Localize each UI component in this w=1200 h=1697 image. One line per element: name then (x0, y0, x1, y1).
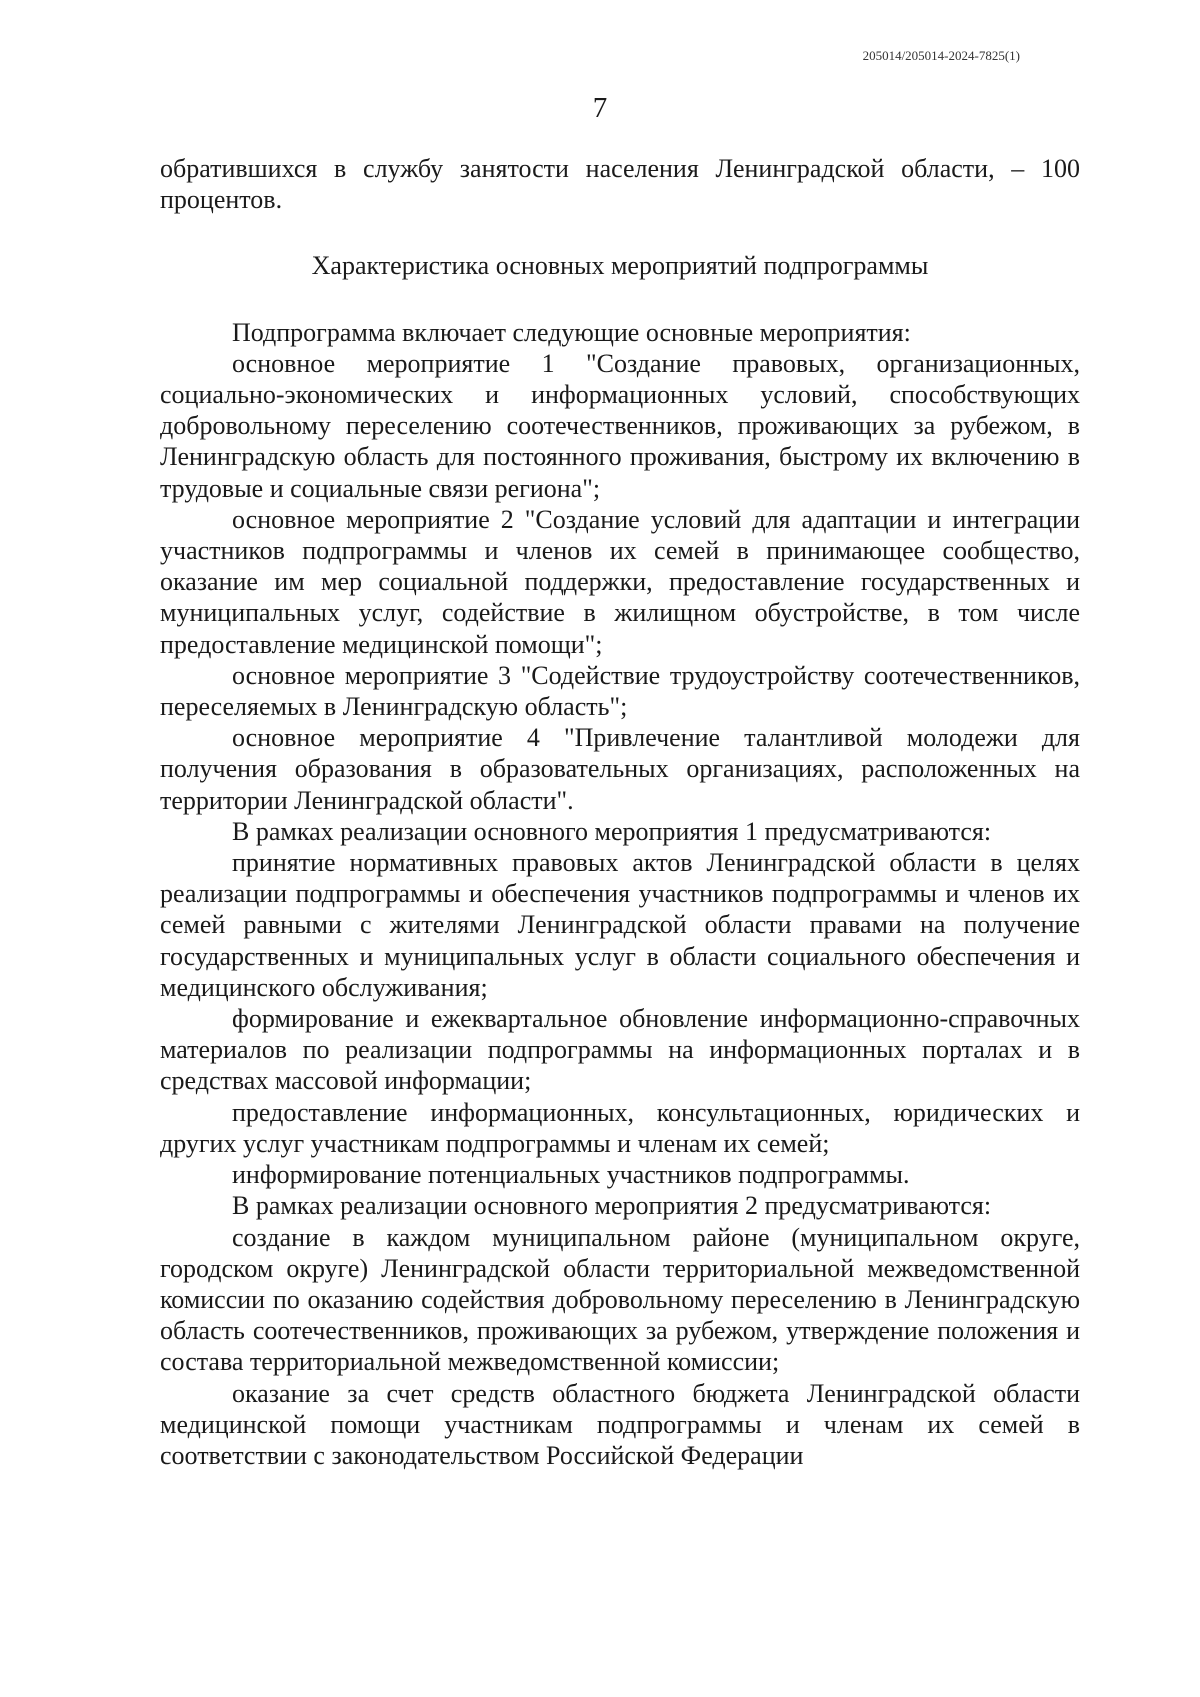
paragraph: принятие нормативных правовых актов Ленинградской области в целях реализации подпрограммы и обеспечения участников подпрограммы и членов их семей равными с жителями Ленинградской области правами на получение государственных и муниципальных услуг в области социального обеспечения и медицинского обслуживания; (160, 848, 1080, 1002)
paragraph: Подпрограмма включает следующие основные мероприятия: (232, 317, 911, 347)
paragraph: оказание за счет средств областного бюджета Ленинградской области медицинской помощи участникам подпрограммы и членам их семей в соответствии с законодательством Российской Федерации (160, 1378, 1080, 1470)
paragraph: обратившихся в службу занятости населения Ленинградской области, – 100 процентов. (160, 154, 1080, 215)
paragraph: информирование потенциальных участников подпрограммы. (232, 1160, 910, 1190)
paragraph: основное мероприятие 1 "Создание правовых, организационных, социально-экономических и информационных условий, способствующих добровольному переселению соотечественников, проживающих за рубежом, в Ленинградскую область для постоянного проживания, быстрому их включению в трудовые и социальные связи региона"; (160, 348, 1080, 503)
page-number: 7 (592, 92, 608, 124)
paragraph: формирование и ежеквартальное обновление информационно-справочных материалов по реализации подпрограммы на информационных порталах и в средствах массовой информации; (160, 1004, 1080, 1096)
document-body (160, 153, 1080, 1471)
paragraph: В рамках реализации основного мероприятия 2 предусматриваются: (232, 1191, 992, 1221)
paragraph: основное мероприятие 3 "Содействие трудоустройству соотечественников, переселяемых в Ленинградскую область"; (160, 660, 1080, 722)
section-heading: Характеристика основных мероприятий подпрограммы (311, 251, 929, 281)
paragraph: В рамках реализации основного мероприятия 1 предусматриваются: (232, 816, 992, 846)
paragraph: предоставление информационных, консультационных, юридических и других услуг участникам подпрограммы и членам их семей; (160, 1097, 1080, 1158)
paragraph: основное мероприятие 2 "Создание условий для адаптации и интеграции участников подпрограммы и членов их семей в принимающее сообщество, оказание им мер социальной поддержки, предоставление государственных и муниципальных услуг, содействие в жилищном обустройстве, в том числе предоставление медицинской помощи"; (160, 504, 1080, 659)
paragraph: создание в каждом муниципальном районе (муниципальном округе, городском округе) Ленинградской области территориальной межведомственной комиссии по оказанию содействия добровольному переселению в Ленинградскую область соотечественников, проживающих за рубежом, утверждение положения и состава территориальной межведомственной комиссии; (160, 1222, 1080, 1377)
paragraph: основное мероприятие 4 "Привлечение талантливой молодежи для получения образования в образовательных организациях, расположенных на территории Ленинградской области". (160, 723, 1080, 815)
document-number: 205014/205014-2024-7825(1) (862, 48, 1020, 63)
